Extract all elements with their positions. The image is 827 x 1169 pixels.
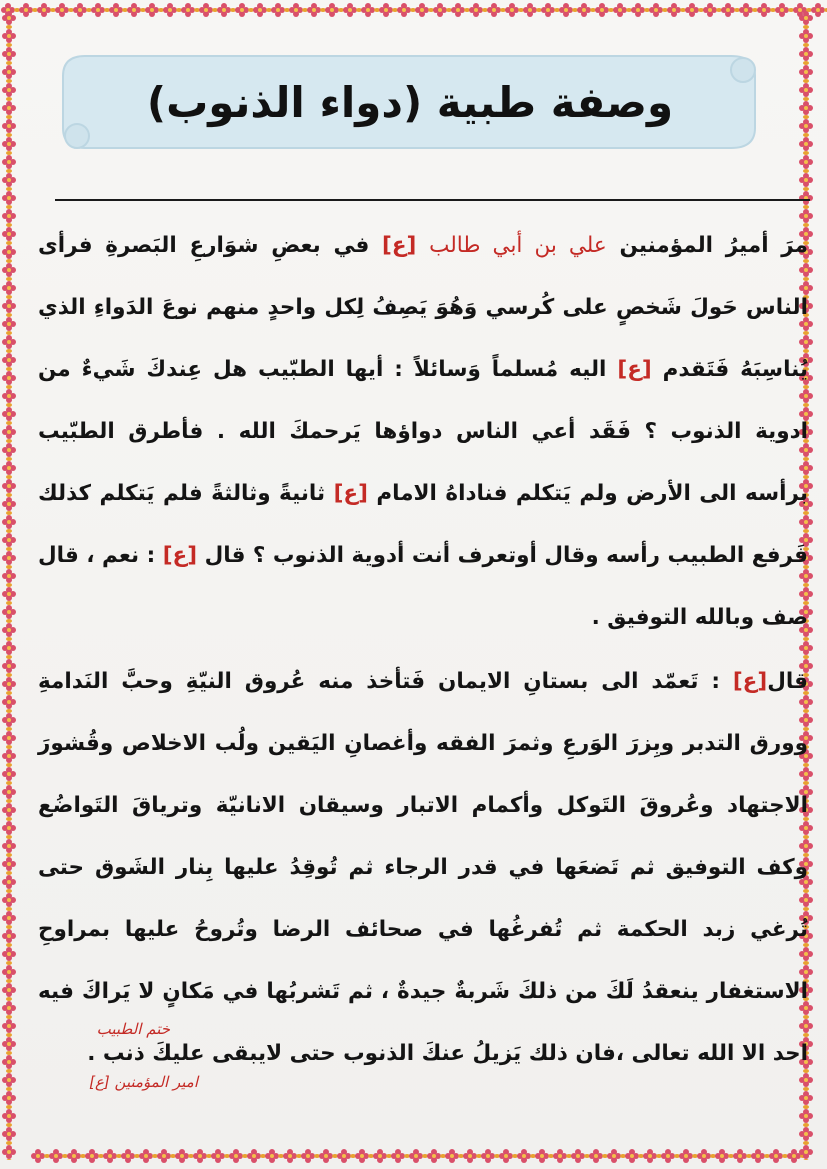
honorific-mark: [ع] xyxy=(732,669,768,694)
paragraph-story-intro: مرَ أميرُ المؤمنين xyxy=(606,233,808,258)
honorific-mark: [ع] xyxy=(333,481,368,506)
imam-name: علي بن أبي طالب xyxy=(429,233,607,258)
paragraph-recipe-text: : تَعمّد الى بستانِ الايمان فَتأخذ منه عُروق النيّةِ وحبَّ النَدامةِ وورق التدبر وبِزرَ الوَرعِ وثمرَ الفقه وأغصانِ اليَقين ولُب الاخلاص وقُشورَ الاجتهاد وعُروقَ التَوكل وأكمام الاتبار وسيقان الانانيّة وترياقَ التَواضُع وكف التوفيق ثم تَضعَها في قدر الرجاء ثم تُوقِدُ عليها بِنار الشَوق حتى تُرغي زبد الحكمة ثم تُفرغُها في صحائف الرضا وتُروحُ عليها بمراوحِ الاستغفار ينعقدُ لَكَ من ذلكَ شَربةٌ جيدةٌ ، ثم تَشربُها في مَكانٍ لا يَراكَ فيه احد الا الله تعالى ،فان ذلك يَزيلُ عنكَ الذنوب حتى لايبقى عليكَ ذنب . xyxy=(38,669,808,1066)
honorific-mark: [ع] xyxy=(382,233,417,258)
floral-border-top xyxy=(0,2,827,18)
document-body xyxy=(38,215,808,1085)
signature-name: امير المؤمنين [ع] xyxy=(89,1073,198,1091)
floral-border-bottom xyxy=(30,1148,810,1164)
title-banner xyxy=(55,50,765,154)
title-divider xyxy=(55,199,810,201)
paragraph-story xyxy=(38,215,808,649)
paragraph-story-text: اليه مُسلماً وَسائلاً : أيها الطبّيب هل عِندكَ شَيءٌ من ادوية الذنوب ؟ فَقَد أعي الناس دواؤها يَرحمكَ الله . فأطرق الطبّيب برأسه الى الأرض ولم يَتكلم فناداهُ الامام xyxy=(38,357,808,506)
doctor-seal-label: ختم الطبيب xyxy=(96,1020,170,1038)
honorific-mark: [ع] xyxy=(162,543,198,568)
floral-border-left xyxy=(2,10,16,1160)
paragraph-story-text: في بعضِ شوَارعِ البَصرةِ فرأى الناس حَولَ شَخصٍ على كُرسي وَهُوَ يَصِفُ لِكل واحدٍ منهم نوعَ الدَواءِ الذي يُناسِبَهُ فَتَقدم xyxy=(38,233,808,382)
honorific-mark: [ع] xyxy=(617,357,652,382)
page-title: وصفة طبية (دواء الذنوب) xyxy=(146,77,674,127)
paragraph-story-ending: : نعم ، قال صف وبالله التوفيق . xyxy=(38,543,808,630)
paragraph-story-text: ثانيةً وثالثةً فلم يَتكلم كذلك فَرفع الطبيب رأسه وقال أوتعرف أنت أدوية الذنوب ؟ قال xyxy=(38,481,808,568)
paragraph-recipe-intro: قال xyxy=(767,669,808,694)
